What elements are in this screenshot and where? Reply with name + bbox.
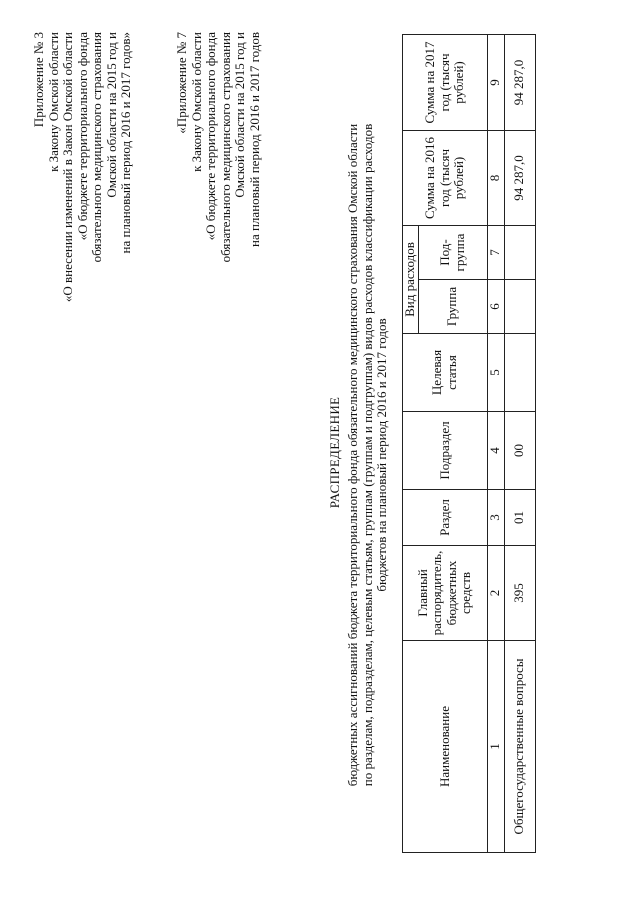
header-section: Раздел [403, 490, 488, 546]
appendix-line: «Приложение № 7 [174, 32, 189, 134]
column-number: 8 [487, 131, 504, 226]
row-subsection: 00 [504, 412, 535, 490]
row-sum-2017: 94 287,0 [504, 35, 535, 131]
appendix-line: «О бюджете территориального фонда [74, 32, 90, 241]
column-number: 5 [487, 334, 504, 412]
header-expense-type: Вид расходов [403, 226, 419, 334]
header-group: Группа [418, 280, 487, 334]
appendix-line: Омской области на 2015 год и [103, 32, 119, 198]
appendix-line: на плановый период 2016 и 2017 годов» [118, 32, 133, 254]
appendix-amendment-block [32, 32, 134, 302]
header-subgroup: Под-группа [418, 226, 487, 280]
header-manager: Главный распорядитель, бюджетных средств [403, 546, 488, 641]
appendix-line: Приложение № 3 [31, 32, 46, 128]
appendix-line: «О бюджете территориального фонда [203, 32, 218, 241]
header-name: Наименование [403, 641, 488, 853]
row-group [504, 280, 535, 334]
appendix-line: Омской области на 2015 год и [232, 32, 247, 198]
column-number: 9 [487, 35, 504, 131]
appendix-line: к Закону Омской области [188, 32, 204, 172]
appendix-base-block [175, 32, 262, 262]
document-subtitle [346, 45, 390, 865]
appendix-line: обязательного медицинского страхования [217, 32, 233, 263]
table-row [504, 35, 535, 853]
header-subsection: Подраздел [403, 412, 488, 490]
row-sum-2016: 94 287,0 [504, 131, 535, 226]
column-number: 4 [487, 412, 504, 490]
row-section: 01 [504, 490, 535, 546]
appendix-line: обязательного медицинского страхования [89, 32, 104, 263]
appendix-line: на плановый период 2016 и 2017 годов [246, 32, 262, 247]
appendix-line: к Закону Омской области [45, 32, 61, 172]
column-number: 2 [487, 546, 504, 641]
subtitle-line: по разделам, подразделам, целевым статьям, группам (группам и подгруппам) видов расходов классификации расходов [359, 123, 375, 787]
column-number: 6 [487, 280, 504, 334]
row-target [504, 334, 535, 412]
row-name: Общегосударственные вопросы [504, 641, 535, 853]
row-subgroup [504, 226, 535, 280]
header-target: Целевая статья [403, 334, 488, 412]
subtitle-line: бюджетных ассигнований бюджета территориального фонда обязательного медицинского страхования Омской области [345, 123, 360, 787]
subtitle-line: бюджетов на плановый период 2016 и 2017 годов [374, 318, 389, 592]
column-number: 1 [487, 641, 504, 853]
row-manager: 395 [504, 546, 535, 641]
header-sum-2016: Сумма на 2016 год (тысяч рублей) [403, 131, 488, 226]
document-title: РАСПРЕДЕЛЕНИЕ [327, 396, 342, 509]
header-sum-2017: Сумма на 2017 год (тысяч рублей) [403, 35, 488, 131]
appendix-line: «О внесении изменений в Закон Омской области [60, 32, 75, 303]
column-number: 7 [487, 226, 504, 280]
allocation-table [402, 34, 536, 853]
column-number: 3 [487, 490, 504, 546]
